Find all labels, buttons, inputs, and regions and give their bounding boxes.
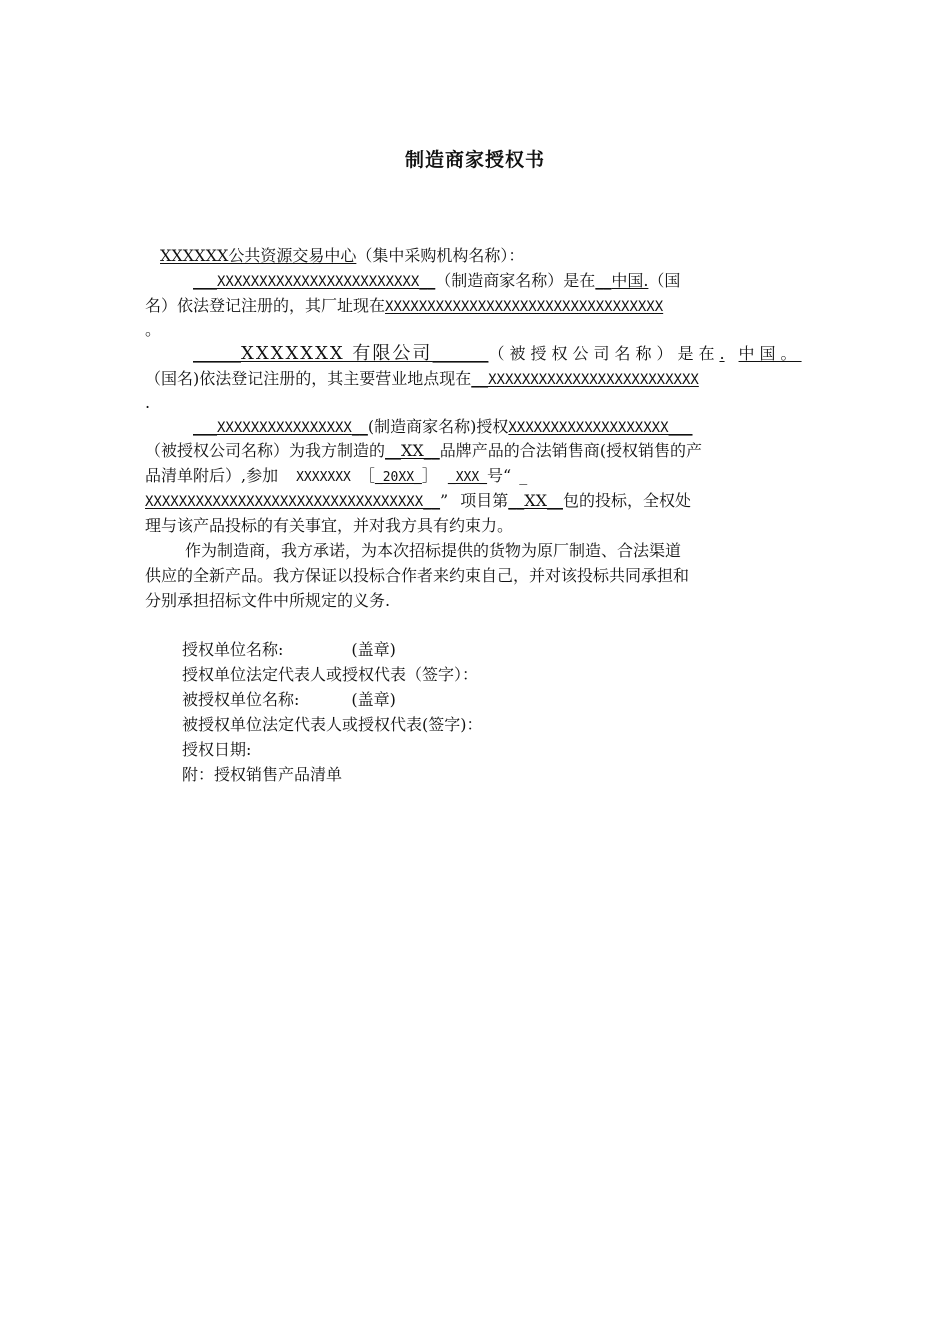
business-address: __XXXXXXXXXXXXXXXXXXXXXXXXX <box>471 372 699 388</box>
sign-date: 授权日期: <box>182 740 252 759</box>
p3-pad: __ <box>351 417 368 436</box>
p2-lead: ______ <box>193 344 241 363</box>
p3-line4b: 项目第 <box>460 491 509 510</box>
p1-tail: （国 <box>648 271 681 290</box>
hao-text: 号“ <box>487 466 512 485</box>
auth-unit-label: 授权单位名称: <box>182 640 284 659</box>
close-quote: ” <box>440 491 449 510</box>
salutation <box>160 246 524 266</box>
p4-line1: 作为制造商，我方承诺，为本次招标提供的货物为原厂制造、合法渠道 <box>185 541 682 560</box>
sign-auth-unit <box>182 640 396 660</box>
document-title: 制造商家授权书 <box>404 149 545 171</box>
p1-lead: ___ <box>193 271 217 290</box>
package-number: __XX__ <box>508 491 563 510</box>
p2-label: （被授权公司名称）是在 <box>488 344 720 363</box>
bracket-close: ］ <box>421 466 438 485</box>
p1-line2 <box>145 296 663 317</box>
p3-manufacturer-name: XXXXXXXXXXXXXXXX <box>217 420 352 436</box>
bracket-open: ［ <box>358 466 375 485</box>
p2-pad: _______ <box>432 344 489 363</box>
brand-name: __XX__ <box>385 441 440 460</box>
p3-line5: 理与该产品投标的有关事宜，并对我方具有约束力。 <box>145 516 514 535</box>
p3-line4c: 包的投标，全权处 <box>563 491 692 510</box>
project-name: XXXXXXXXXXXXXXXXXXXXXXXXXXXXXXXXX__ <box>145 494 441 510</box>
p1-mfr-label: （制造商家名称）是在 <box>435 271 596 290</box>
project-code: XXXXXXX <box>296 470 351 485</box>
p1-line1 <box>193 271 680 292</box>
addressee: XXXXXX公共资源交易中心 <box>160 246 357 265</box>
project-number: _XXX_ <box>447 470 488 485</box>
p3-line2 <box>145 441 702 461</box>
p3-auth-pad: ___ <box>668 417 693 436</box>
p2-end: . <box>145 393 151 412</box>
project-year: _20XX_ <box>374 470 422 485</box>
p3-line2b: 品牌产品的合法销售商(授权销售的产 <box>439 441 703 460</box>
p1-pad: __ <box>419 271 436 290</box>
p3-line1 <box>193 417 693 438</box>
p3-line3-text: 品清单附后）,参加 <box>145 466 279 485</box>
auth-seal: (盖章) <box>351 640 396 659</box>
p3-line3 <box>145 466 527 488</box>
sign-authed-rep: 被授权单位法定代表人或授权代表(签字)： <box>182 715 483 734</box>
salutation-tail: （集中采购机构名称）： <box>356 246 525 265</box>
manufacturer-name: XXXXXXXXXXXXXXXXXXXXXXXX <box>217 274 420 290</box>
p1-end: 。 <box>145 320 162 339</box>
p3-line4 <box>145 491 691 512</box>
p1-country: 中国. <box>611 271 649 290</box>
p3-lead: ___ <box>193 417 217 436</box>
sign-auth-rep: 授权单位法定代表人或授权代表（签字）： <box>182 665 479 684</box>
p2-dot: . <box>719 344 725 363</box>
sign-authed-unit <box>182 690 396 710</box>
p1-line2-text: 名）依法登记注册的，其厂址现在 <box>145 296 386 315</box>
p2-line2 <box>145 369 699 390</box>
p1-country-pad: __ <box>595 271 612 290</box>
p3-line2-text: （被授权公司名称）为我方制造的 <box>145 441 386 460</box>
authorized-company-name: XXXXXXX 有限公司 <box>241 343 433 364</box>
p3-authorized-company: XXXXXXXXXXXXXXXXXXX <box>508 420 669 436</box>
p3-dash: _ <box>519 466 528 485</box>
p4-line3: 分别承担招标文件中所规定的义务. <box>145 591 391 610</box>
p2-line1 <box>193 344 802 364</box>
authed-unit-label: 被授权单位名称: <box>182 690 300 709</box>
factory-address: XXXXXXXXXXXXXXXXXXXXXXXXXXXXXXXXX <box>385 299 664 315</box>
p2-line2-text: （国名)依法登记注册的，其主要营业地点现在 <box>145 369 472 388</box>
p3-mfr-label: (制造商家名称)授权 <box>367 417 509 436</box>
authed-seal: (盖章) <box>351 690 396 709</box>
p2-country: 中国。 <box>738 344 802 363</box>
p4-line2: 供应的全新产品。我方保证以投标合作者来约束自己，并对该投标共同承担和 <box>145 566 690 585</box>
attachment-note: 附：授权销售产品清单 <box>182 765 343 784</box>
